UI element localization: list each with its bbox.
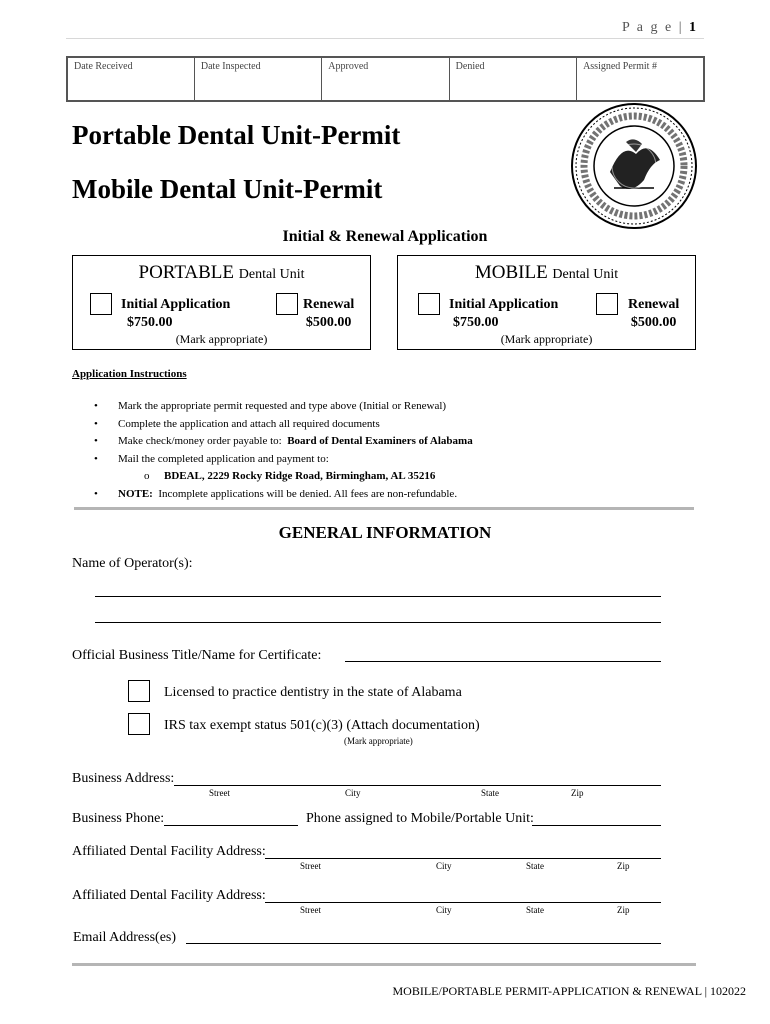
affiliated2-street-caption: Street	[300, 905, 321, 915]
business-phone-label: Business Phone:	[72, 811, 165, 826]
irs-checkbox[interactable]	[128, 713, 150, 735]
portable-renewal-option	[303, 296, 354, 332]
instruction-note	[72, 486, 692, 504]
affiliated2-zip-caption: Zip	[617, 905, 630, 915]
instruction-item	[72, 433, 692, 451]
page-label: P a g e |	[622, 20, 684, 35]
affiliated-street-caption: Street	[300, 861, 321, 871]
mobile-renewal-label: Renewal	[628, 297, 680, 312]
mobile-renewal-checkbox[interactable]	[596, 293, 618, 315]
portable-heading-small: Dental Unit	[238, 267, 305, 282]
mobile-initial-checkbox[interactable]	[418, 293, 440, 315]
portable-initial-checkbox[interactable]	[90, 293, 112, 315]
name-operator-line-2[interactable]	[95, 622, 661, 623]
mobile-heading-small: Dental Unit	[552, 267, 619, 282]
page-number-value: 1	[689, 20, 698, 35]
mobile-renewal-fee: $500.00	[630, 315, 677, 330]
office-use-table	[66, 56, 705, 102]
portable-initial-label: Initial Application	[121, 297, 231, 312]
mobile-initial-label: Initial Application	[449, 297, 559, 312]
irs-label: IRS tax exempt status 501(c)(3) (Attach documentation)	[164, 718, 480, 733]
phone-assigned-label: Phone assigned to Mobile/Portable Unit:	[306, 811, 534, 826]
instructions-list	[72, 398, 692, 503]
mobile-renewal-option	[628, 296, 679, 332]
header-divider	[66, 38, 704, 39]
denied-cell[interactable]: Denied	[449, 57, 576, 101]
affiliated-state-caption: State	[526, 861, 544, 871]
portable-options-box	[72, 255, 371, 350]
mobile-box-heading	[398, 262, 695, 284]
licensed-label: Licensed to practice dentistry in the state of Alabama	[164, 685, 462, 700]
name-operator-line-1[interactable]	[95, 596, 661, 597]
footer-text: MOBILE/PORTABLE PERMIT-APPLICATION & RENEWAL | 102022	[392, 984, 746, 998]
affiliated-address-label-1: Affiliated Dental Facility Address:	[72, 844, 266, 859]
date-received-cell[interactable]: Date Received	[67, 57, 194, 101]
mark-appropriate-note: (Mark appropriate)	[344, 736, 413, 746]
assigned-permit-cell[interactable]: Assigned Permit #	[577, 57, 704, 101]
address-city-caption: City	[345, 788, 361, 798]
mailing-address: o BDEAL, 2229 Rocky Ridge Road, Birmingham, AL 35216	[72, 468, 692, 486]
phone-assigned-field[interactable]	[532, 825, 661, 826]
instruction-item: • Mark the appropriate permit requested and type above (Initial or Renewal)	[72, 398, 692, 416]
business-phone-field[interactable]	[164, 825, 298, 826]
portable-renewal-checkbox[interactable]	[276, 293, 298, 315]
business-address-label: Business Address:	[72, 771, 175, 786]
section-divider	[74, 507, 694, 510]
instruction-item: • Complete the application and attach all required documents	[72, 416, 692, 434]
address-state-caption: State	[481, 788, 499, 798]
affiliated-zip-caption: Zip	[617, 861, 630, 871]
instruction-item: • Mail the completed application and payment to:	[72, 451, 692, 469]
board-seal-image	[570, 102, 698, 230]
general-information-heading: GENERAL INFORMATION	[278, 523, 492, 542]
note-text: Incomplete applications will be denied. All fees are non-refundable.	[158, 487, 458, 500]
address-street-caption: Street	[209, 788, 230, 798]
business-address-field[interactable]	[174, 785, 661, 786]
title-portable: Portable Dental Unit-Permit	[72, 120, 401, 150]
business-title-field[interactable]	[345, 661, 661, 662]
mobile-options-box	[397, 255, 696, 350]
name-operator-label: Name of Operator(s):	[72, 556, 193, 571]
note-label: NOTE:	[118, 487, 153, 500]
business-title-label: Official Business Title/Name for Certificate:	[72, 648, 322, 663]
portable-mark-note: (Mark appropriate)	[175, 332, 268, 346]
address-zip-caption: Zip	[571, 788, 584, 798]
portable-box-heading	[73, 262, 370, 284]
licensed-checkbox[interactable]	[128, 680, 150, 702]
application-subtitle: Initial & Renewal Application	[282, 228, 488, 245]
affiliated2-city-caption: City	[436, 905, 452, 915]
mobile-mark-note: (Mark appropriate)	[500, 332, 593, 346]
date-inspected-cell[interactable]: Date Inspected	[194, 57, 321, 101]
title-mobile: Mobile Dental Unit-Permit	[72, 174, 383, 204]
affiliated2-state-caption: State	[526, 905, 544, 915]
portable-renewal-label: Renewal	[303, 297, 355, 312]
approved-cell[interactable]: Approved	[322, 57, 449, 101]
portable-initial-fee: $750.00	[127, 315, 173, 330]
affiliated-city-caption: City	[436, 861, 452, 871]
mobile-initial-option	[449, 296, 558, 332]
email-field[interactable]	[186, 943, 661, 944]
mobile-initial-fee: $750.00	[453, 315, 499, 330]
affiliated-address-label-2: Affiliated Dental Facility Address:	[72, 888, 266, 903]
portable-heading-big: PORTABLE	[138, 262, 235, 283]
payable-to: Board of Dental Examiners of Alabama	[287, 435, 473, 447]
portable-initial-option	[121, 296, 230, 332]
affiliated-address-field-2[interactable]	[265, 902, 661, 903]
footer-divider	[72, 963, 696, 966]
affiliated-address-field-1[interactable]	[265, 858, 661, 859]
instruction-payable-text: Make check/money order payable to:	[118, 435, 282, 447]
page-number	[622, 20, 698, 36]
email-label: Email Address(es)	[73, 930, 177, 945]
instructions-title: Application Instructions	[72, 368, 187, 380]
mobile-heading-big: MOBILE	[474, 262, 548, 283]
portable-renewal-fee: $500.00	[305, 315, 352, 330]
